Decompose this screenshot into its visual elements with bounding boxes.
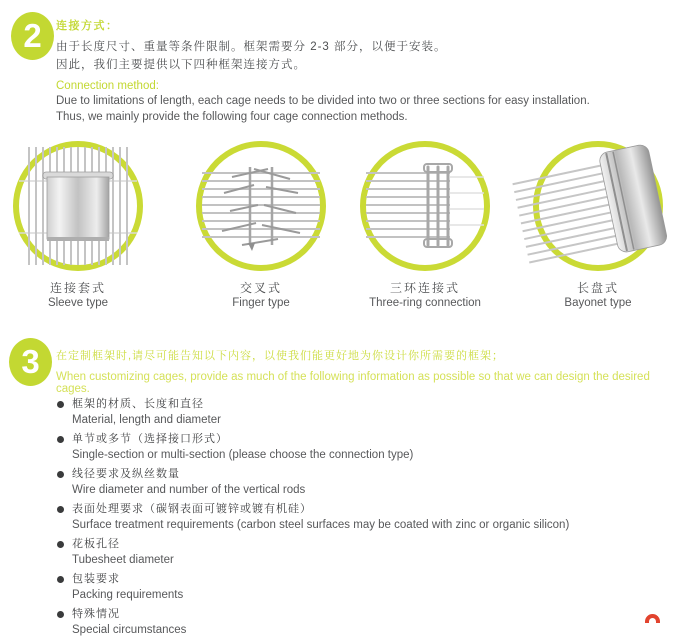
list-item-zh [57, 572, 657, 586]
section-2-badge: 2 [11, 12, 54, 60]
section-2-body-en-line: Due to limitations of length, each cage needs to be divided into two or three sections for easy installation. [56, 95, 590, 107]
connection-type-card-finger [188, 141, 334, 309]
list-item-zh-text: 表面处理要求（碳钢表面可镀锌或镀有机硅） [72, 503, 312, 515]
bullet-icon [57, 611, 64, 618]
connection-type-label-zh: 连接套式 [49, 281, 106, 295]
connection-type-card-bayonet [525, 141, 671, 309]
section-2-body-zh-line: 由于长度尺寸、重量等条件限制。框架需要分 2-3 部分，以便于安装。 [56, 41, 447, 53]
bullet-icon [57, 541, 64, 548]
finger-cage-photo [202, 147, 320, 265]
bayonet-cage-photo [539, 147, 657, 265]
section-2-body-en-line: Thus, we mainly provide the following four cage connection methods. [56, 110, 408, 123]
section-2-title-en: Connection method: [56, 80, 159, 92]
sleeve-cage-photo [19, 147, 137, 265]
photo-ring [13, 141, 143, 271]
list-item-en: Surface treatment requirements (carbon steel surfaces may be coated with zinc or organic silicon) [72, 519, 570, 531]
list-item [57, 607, 657, 637]
list-item-zh-text: 花板孔径 [72, 538, 120, 550]
photo-ring [360, 141, 490, 271]
connection-type-label-en: Three-ring connection [369, 297, 481, 309]
list-item [57, 537, 657, 567]
photo-ring [533, 141, 663, 271]
bullet-icon [57, 401, 64, 408]
connection-type-label-zh: 三环连接式 [389, 281, 460, 295]
list-item-zh-text: 框架的材质、长度和直径 [72, 398, 204, 410]
list-item-zh [57, 467, 657, 481]
list-item [57, 432, 657, 462]
connection-type-label-en: Bayonet type [564, 297, 632, 309]
connection-method-section [56, 17, 590, 125]
bullet-icon [57, 471, 64, 478]
list-item-zh [57, 607, 657, 621]
section-3-title-en: When customizing cages, provide as much of the following information as possible so that we can design the desired cages. [56, 371, 650, 395]
list-item-zh [57, 537, 657, 551]
bullet-icon [57, 576, 64, 583]
section-2-title-zh: 连接方式： [56, 20, 119, 32]
connection-type-card-sleeve [3, 141, 153, 309]
list-item-en: Tubesheet diameter [72, 554, 174, 566]
section-3-title-zh: 在定制框架时,请尽可能告知以下内容，以使我们能更好地为你设计你所需要的框架； [56, 350, 505, 362]
customizing-info-list [57, 397, 657, 642]
three-ring-cage-photo [366, 147, 484, 265]
list-item-en: Packing requirements [72, 589, 184, 601]
bullet-icon [57, 436, 64, 443]
connection-type-label-en: Sleeve type [47, 297, 109, 309]
list-item-zh-text: 包装要求 [72, 573, 120, 585]
connection-type-label-en: Finger type [232, 297, 290, 309]
list-item-en: Single-section or multi-section (please choose the connection type) [72, 449, 414, 461]
bullet-icon [57, 506, 64, 513]
list-item-zh [57, 432, 657, 446]
section-2-body-zh-line: 因此，我们主要提供以下四种框架连接方式。 [56, 59, 306, 71]
list-item-en: Wire diameter and number of the vertical rods [72, 484, 306, 496]
connection-type-card-three-ring [352, 141, 498, 309]
list-item-zh [57, 397, 657, 411]
partial-logo-icon [645, 614, 660, 623]
list-item-en: Material, length and diameter [72, 414, 221, 426]
section-3-badge: 3 [9, 338, 52, 386]
list-item-en: Special circumstances [72, 624, 187, 636]
list-item-zh-text: 线径要求及纵丝数量 [72, 468, 180, 480]
customizing-section [56, 347, 670, 395]
list-item [57, 397, 657, 427]
list-item [57, 502, 657, 532]
list-item [57, 467, 657, 497]
list-item-zh-text: 单节或多节（选择接口形式） [72, 433, 228, 445]
list-item [57, 572, 657, 602]
photo-ring [196, 141, 326, 271]
list-item-zh-text: 特殊情况 [72, 608, 120, 620]
connection-type-label-zh: 交叉式 [239, 281, 282, 295]
connection-type-label-zh: 长盘式 [576, 281, 619, 295]
list-item-zh [57, 502, 657, 516]
